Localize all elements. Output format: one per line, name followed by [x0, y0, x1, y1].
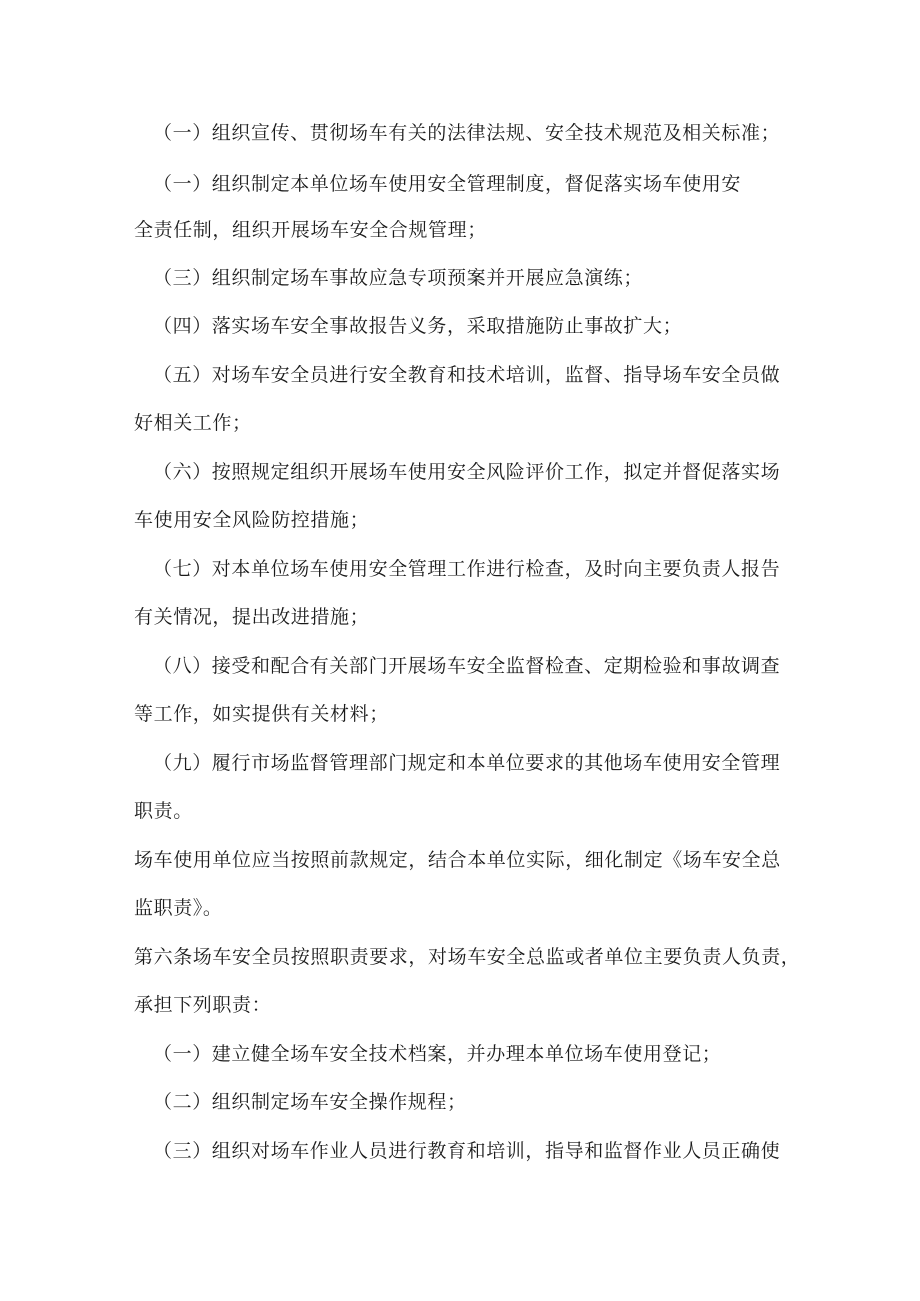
article-line: 第六条场车安全员按照职责要求，对场车安全总监或者单位主要负责人负责， — [134, 946, 801, 968]
clause-line: （四）落实场车安全事故报告义务，采取措施防止事故扩大； — [153, 315, 683, 337]
clause-line: 等工作，如实提供有关材料； — [134, 703, 389, 725]
clause-line: 全责任制，组织开展场车安全合规管理； — [134, 219, 487, 241]
paragraph-line: 场车使用单位应当按照前款规定，结合本单位实际，细化制定《场车安全总 — [134, 849, 781, 871]
clause-line: （一）建立健全场车安全技术档案，并办理本单位场车使用登记； — [153, 1043, 722, 1065]
article-line: 承担下列职责： — [134, 994, 272, 1016]
clause-line: （九）履行市场监督管理部门规定和本单位要求的其他场车使用安全管理 — [153, 752, 781, 774]
clause-line: （八）接受和配合有关部门开展场车安全监督检查、定期检验和事故调查 — [153, 655, 781, 677]
clause-line: （一）组织制定本单位场车使用安全管理制度，督促落实场车使用安 — [153, 173, 742, 195]
clause-line: （七）对本单位场车使用安全管理工作进行检查，及时向主要负责人报告 — [153, 558, 781, 580]
clause-line: （六）按照规定组织开展场车使用安全风险评价工作，拟定并督促落实场 — [153, 461, 781, 483]
clause-line: （三）组织制定场车事故应急专项预案并开展应急演练； — [153, 267, 644, 289]
clause-line: （五）对场车安全员进行安全教育和技术培训，监督、指导场车安全员做 — [153, 364, 781, 386]
clause-line: 有关情况，提出改进措施； — [134, 606, 370, 628]
clause-line: 车使用安全风险防控措施； — [134, 509, 370, 531]
clause-line: 职责。 — [134, 800, 193, 822]
clause-line: （二）组织制定场车安全操作规程； — [153, 1091, 467, 1113]
paragraph-line: 监职责》。 — [134, 897, 223, 919]
clause-line: （一）组织宣传、贯彻场车有关的法律法规、安全技术规范及相关标准； — [153, 122, 781, 144]
clause-line: 好相关工作； — [134, 412, 252, 434]
clause-line: （三）组织对场车作业人员进行教育和培训，指导和监督作业人员正确使 — [153, 1140, 781, 1162]
